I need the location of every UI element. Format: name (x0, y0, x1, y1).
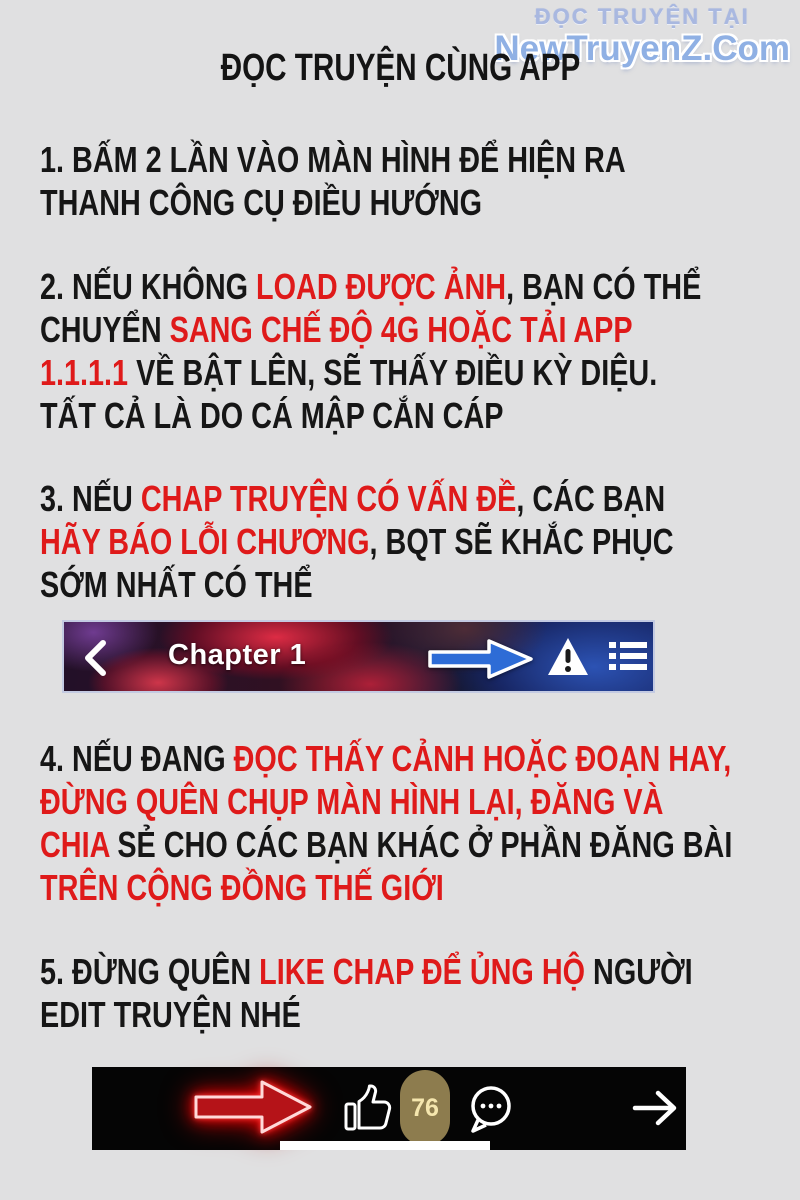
page-title-text: ĐỌC TRUYỆN CÙNG APP (220, 47, 580, 89)
text-segment: ĐỌC THẤY CẢNH HOẶC ĐOẠN HAY, (233, 738, 732, 779)
text-segment: EDIT TRUYỆN NHÉ (40, 994, 301, 1035)
like-thumbs-up-icon[interactable] (342, 1083, 394, 1133)
text-segment: , CÁC BẠN (516, 478, 666, 519)
report-warning-icon[interactable] (546, 636, 590, 678)
chapter-list-icon[interactable] (609, 642, 647, 675)
text-segment: , BẠN CÓ THỂ (506, 266, 702, 307)
text-segment: 3. NẾU (40, 478, 141, 519)
text-segment: LIKE CHAP ĐỂ ỦNG HỘ (259, 951, 586, 992)
text-segment: VỀ BẬT LÊN, SẼ THẤY ĐIỀU KỲ DIỆU. (128, 352, 658, 393)
text-line (40, 866, 732, 909)
text-line (40, 138, 626, 181)
home-indicator (280, 1141, 490, 1150)
like-bar-screenshot (92, 1067, 686, 1150)
pointer-red-arrow-icon (192, 1076, 314, 1138)
text-segment: CHAP TRUYỆN CÓ VẤN ĐỀ (140, 478, 517, 519)
text-line (40, 265, 701, 308)
instruction-section-1 (40, 138, 772, 224)
instruction-section-4 (40, 737, 800, 909)
like-count: 76 (411, 1093, 439, 1122)
text-segment: TẤT CẢ LÀ DO CÁ MẬP CẮN CÁP (40, 395, 504, 436)
text-segment: 1. BẤM 2 LẦN VÀO MÀN HÌNH ĐỂ HIỆN RA (40, 139, 626, 180)
list-row (609, 642, 647, 648)
list-row (609, 653, 647, 659)
text-segment: CHIA (40, 824, 110, 865)
text-segment: THANH CÔNG CỤ ĐIỀU HƯỚNG (40, 182, 483, 223)
text-segment: 2. NẾU KHÔNG (40, 266, 257, 307)
text-segment: CHUYỂN (40, 309, 170, 350)
text-line (40, 308, 701, 351)
text-segment: SANG CHẾ ĐỘ 4G HOẶC TẢI APP (169, 309, 633, 350)
text-segment: 5. ĐỪNG QUÊN (40, 951, 260, 992)
comment-icon[interactable] (464, 1082, 518, 1136)
text-line (40, 950, 693, 993)
text-segment: HÃY BÁO LỖI CHƯƠNG (40, 521, 370, 562)
text-segment: , BQT SẼ KHẮC PHỤC (369, 521, 674, 562)
text-segment: SẺ CHO CÁC BẠN KHÁC Ở PHẦN ĐĂNG BÀI (109, 824, 733, 865)
next-chapter-arrow-icon[interactable] (630, 1086, 680, 1130)
text-segment: 4. NẾU ĐANG (40, 738, 234, 779)
text-line (40, 993, 693, 1036)
text-segment: LOAD ĐƯỢC ẢNH (256, 266, 507, 307)
text-segment: SỚM NHẤT CÓ THỂ (40, 564, 313, 605)
pointer-blue-arrow-icon (427, 637, 535, 681)
text-segment: 1.1.1.1 (40, 352, 129, 393)
chapter-title: Chapter 1 (168, 639, 307, 671)
text-line (40, 394, 701, 437)
instruction-section-5 (40, 950, 800, 1036)
chapter-nav-screenshot (62, 620, 655, 693)
watermark-line1: ĐỌC TRUYỆN TẠI (534, 4, 750, 29)
text-line (40, 780, 732, 823)
text-line (40, 477, 674, 520)
text-line (40, 351, 701, 394)
text-line (40, 563, 674, 606)
text-line (40, 181, 626, 224)
text-line (40, 823, 732, 866)
instruction-section-2 (40, 265, 800, 437)
back-chevron-icon[interactable] (82, 639, 108, 677)
watermark-line2: NewTruyenZ.Com (494, 29, 790, 68)
page-title (0, 48, 800, 90)
text-segment: TRÊN CỘNG ĐỒNG THẾ GIỚI (40, 867, 444, 908)
text-segment: ĐỪNG QUÊN CHỤP MÀN HÌNH LẠI, ĐĂNG VÀ (40, 781, 664, 822)
text-line (40, 520, 674, 563)
instruction-section-3 (40, 477, 800, 606)
list-row (609, 664, 647, 670)
text-line (40, 737, 732, 780)
like-count-badge (400, 1070, 450, 1146)
text-segment: NGƯỜI (585, 951, 693, 992)
